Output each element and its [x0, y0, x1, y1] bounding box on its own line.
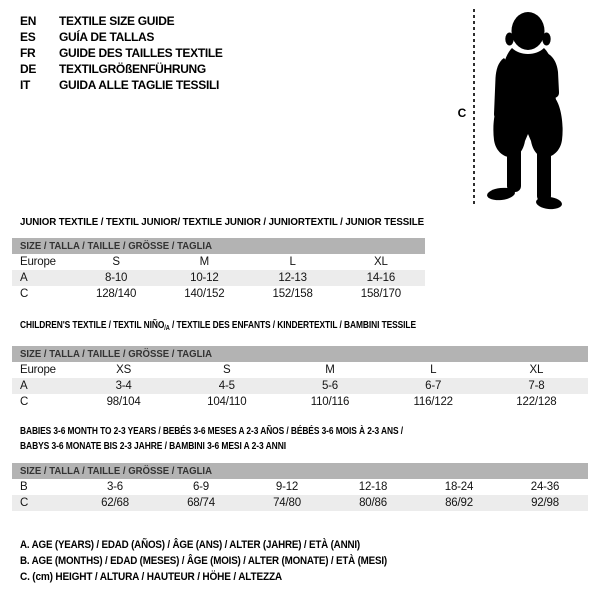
table-cell: 158/170 — [360, 288, 401, 300]
language-code: IT — [20, 78, 31, 92]
table-cell: L — [430, 364, 437, 376]
language-title: GUÍA DE TALLAS — [59, 30, 155, 44]
footnote-line-a: A. AGE (YEARS) / EDAD (AÑOS) / ÂGE (ANS) / ALTER (JAHRE) / ETÀ (ANNI) — [20, 539, 360, 551]
table-cell: 5-6 — [321, 380, 338, 392]
table-cell: 74/80 — [273, 497, 301, 509]
row-label: C — [20, 288, 29, 300]
language-title: GUIDA ALLE TAGLIE TESSILI — [59, 78, 220, 92]
children-title-post: / TEXTILE DES ENFANTS / KINDERTEXTIL / BAMBINI TESSILE — [169, 319, 416, 331]
table-cell: 12-13 — [278, 272, 307, 284]
height-measure-dashed-line — [473, 9, 475, 207]
row-label: C — [20, 396, 29, 408]
table-cell: XL — [374, 256, 388, 268]
babies-section-title — [20, 424, 500, 453]
table-cell: 12-18 — [358, 481, 388, 493]
language-row-es — [20, 29, 223, 45]
table-cell: 62/68 — [101, 497, 129, 509]
language-row-de — [20, 61, 223, 77]
table-cell: 152/158 — [272, 288, 313, 300]
language-title: TEXTILE SIZE GUIDE — [59, 14, 175, 28]
junior-size-table — [12, 238, 425, 302]
table-cell: 3-4 — [115, 380, 132, 392]
language-row-fr — [20, 45, 223, 61]
footnote-line-b: B. AGE (MONTHS) / EDAD (MESES) / ÂGE (MOIS) / ALTER (MONATE) / ETÀ (MESI) — [20, 555, 387, 567]
size-header-label: SIZE / TALLA / TAILLE / GRÖSSE / TAGLIA — [20, 240, 212, 252]
size-header-row — [12, 238, 425, 254]
table-row — [12, 286, 425, 302]
row-label: A — [20, 272, 28, 284]
table-cell: 122/128 — [516, 396, 557, 408]
language-code: EN — [20, 14, 37, 28]
children-size-table — [12, 346, 588, 410]
table-cell: XL — [529, 364, 544, 376]
table-cell: 92/98 — [531, 497, 559, 509]
row-label: B — [20, 481, 28, 493]
table-cell: 110/116 — [310, 396, 350, 408]
row-label: A — [20, 380, 28, 392]
language-title: TEXTILGRÖßENFÜHRUNG — [59, 62, 206, 76]
table-cell: M — [325, 364, 335, 376]
table-cell: 116/122 — [413, 396, 453, 408]
height-measure-label-c: C — [457, 106, 467, 120]
language-code: DE — [20, 62, 37, 76]
size-header-label: SIZE / TALLA / TAILLE / GRÖSSE / TAGLIA — [20, 465, 212, 477]
footnote-line-c: C. (cm) HEIGHT / ALTURA / HAUTEUR / HÖHE / ALTEZZA — [20, 571, 282, 583]
table-cell: 104/110 — [207, 396, 247, 408]
row-label: Europe — [20, 364, 56, 376]
table-row — [12, 270, 425, 286]
size-header-row — [12, 463, 588, 479]
language-list — [20, 13, 223, 93]
table-cell: 98/104 — [106, 396, 141, 408]
size-header-row — [12, 346, 588, 362]
table-row — [12, 378, 588, 394]
table-cell: 9-12 — [275, 481, 299, 493]
table-row — [12, 495, 588, 511]
language-code: ES — [20, 30, 36, 44]
table-cell: S — [223, 364, 231, 376]
row-label: Europe — [20, 256, 56, 268]
babies-title-line1: BABIES 3-6 MONTH TO 2-3 YEARS / BEBÉS 3-6 MESES A 2-3 AÑOS / BÉBÉS 3-6 MOIS À 2-3 ANS / — [20, 425, 403, 437]
junior-section-title: JUNIOR TEXTILE / TEXTIL JUNIOR/ TEXTILE JUNIOR / JUNIORTEXTIL / JUNIOR TESSILE — [20, 216, 424, 228]
table-cell: XS — [116, 364, 132, 376]
toddler-silhouette-image — [482, 10, 572, 210]
children-title-pre: CHILDREN'S TEXTILE / TEXTIL NIÑO — [20, 319, 165, 331]
table-cell: 14-16 — [366, 272, 396, 284]
table-cell: 3-6 — [106, 481, 124, 493]
table-cell: 18-24 — [444, 481, 474, 493]
table-cell: 6-9 — [192, 481, 210, 493]
table-cell: 4-5 — [218, 380, 235, 392]
footnotes — [20, 537, 432, 585]
table-cell: 128/140 — [96, 288, 137, 300]
table-cell: 86/92 — [445, 497, 473, 509]
table-cell: 68/74 — [187, 497, 215, 509]
table-cell: S — [112, 256, 120, 268]
language-row-it — [20, 77, 223, 93]
table-cell: L — [289, 256, 296, 268]
language-code: FR — [20, 46, 36, 60]
children-title-subscript: /A — [164, 325, 170, 332]
row-label: C — [20, 497, 29, 509]
children-section-title — [20, 319, 416, 335]
table-cell: 8-10 — [105, 272, 128, 284]
table-cell: 140/152 — [184, 288, 225, 300]
table-row — [12, 362, 588, 378]
size-header-label: SIZE / TALLA / TAILLE / GRÖSSE / TAGLIA — [20, 348, 212, 360]
table-row — [12, 479, 588, 495]
table-cell: 24-36 — [530, 481, 560, 493]
babies-size-table — [12, 463, 588, 511]
table-cell: 6-7 — [425, 380, 442, 392]
babies-title-line2: BABYS 3-6 MONATE BIS 2-3 JAHRE / BAMBINI 3-6 MESI A 2-3 ANNI — [20, 439, 286, 452]
table-cell: 10-12 — [190, 272, 219, 284]
table-row — [12, 254, 425, 270]
table-row — [12, 394, 588, 410]
language-title: GUIDE DES TAILLES TEXTILE — [59, 46, 223, 60]
table-cell: 7-8 — [528, 380, 545, 392]
table-cell: 80/86 — [359, 497, 387, 509]
language-row-en — [20, 13, 223, 29]
table-cell: M — [199, 256, 210, 268]
